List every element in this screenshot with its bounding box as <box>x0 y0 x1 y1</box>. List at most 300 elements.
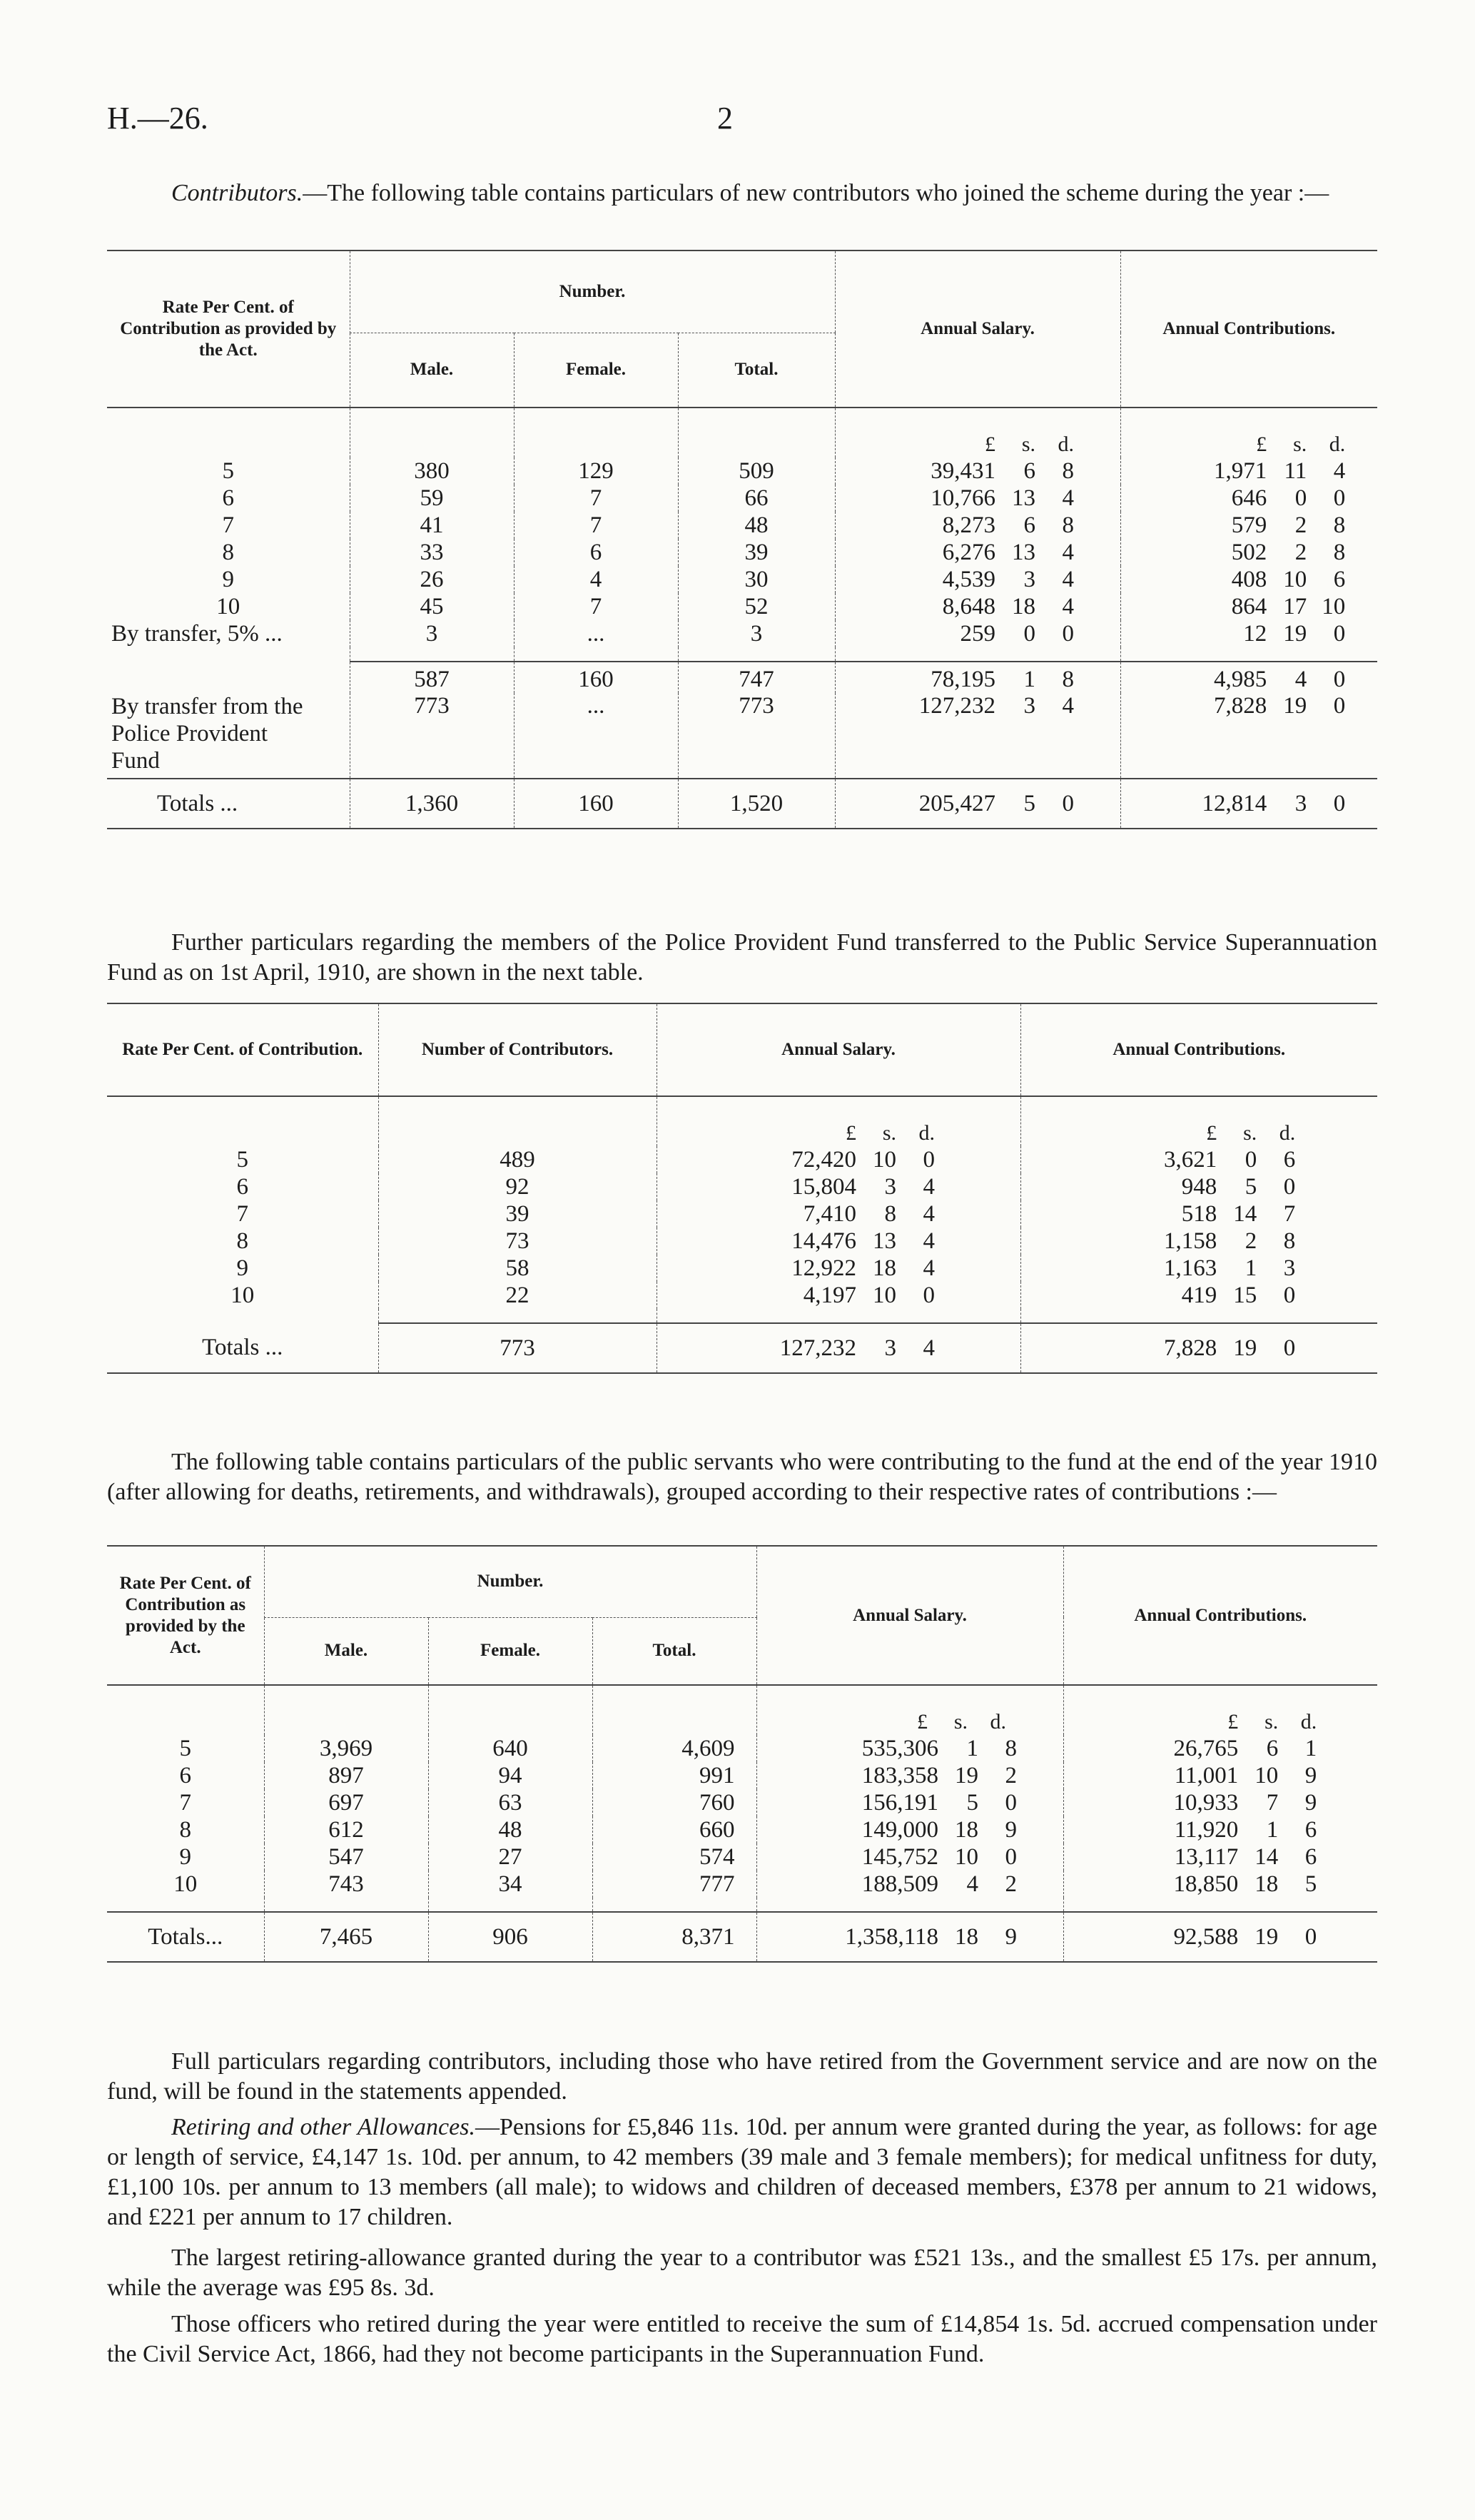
shillings-value: 4 <box>1294 667 1307 692</box>
contribution-amount <box>1103 1282 1295 1309</box>
rate-cell: 10 <box>216 594 240 619</box>
table-row <box>107 1816 1377 1843</box>
contribution-amount <box>1152 567 1345 593</box>
table-row <box>107 457 1377 485</box>
salary-amount <box>881 485 1074 512</box>
spacer-cell <box>678 408 835 457</box>
pence-value: 0 <box>1304 1923 1317 1950</box>
contribution-amount <box>1103 1147 1295 1173</box>
pence-value: 4 <box>923 1228 935 1254</box>
salary-amount <box>742 1147 935 1173</box>
contributions-cell <box>1020 1255 1377 1282</box>
pounds-value: 12 <box>1243 621 1267 647</box>
page-header <box>107 100 1377 150</box>
unit-s: s. <box>1293 432 1307 456</box>
contributions-cell <box>1020 1200 1377 1228</box>
total-cell: 30 <box>678 566 835 593</box>
pounds-value: 579 <box>1231 512 1267 538</box>
salary-amount <box>803 1736 1017 1762</box>
rate-cell: 8 <box>236 1228 248 1254</box>
shillings-value: 2 <box>1294 512 1307 538</box>
pounds-value: 7,828 <box>1164 1335 1217 1361</box>
document-reference: H.—26. <box>107 101 208 136</box>
salary-amount <box>803 1763 1017 1789</box>
pounds-value: 8,648 <box>942 594 995 619</box>
spacer-cell <box>592 1685 756 1735</box>
contribution-amount <box>1152 693 1345 719</box>
pounds-value: 8,273 <box>942 512 995 538</box>
pence-value: 0 <box>923 1147 935 1173</box>
number-cell: 73 <box>378 1228 657 1255</box>
pence-value: 3 <box>1283 1255 1296 1281</box>
male-cell: 3,969 <box>264 1735 428 1762</box>
contribution-amount <box>1124 1844 1317 1871</box>
salary-header: Annual Salary. <box>835 251 1120 408</box>
salary-amount <box>742 1255 935 1282</box>
spacer-cell <box>350 647 514 662</box>
rate-cell: 5 <box>179 1736 191 1761</box>
salary-cell <box>835 662 1120 693</box>
shillings-value: 10 <box>1254 1763 1279 1788</box>
salary-header: Annual Salary. <box>657 1003 1020 1096</box>
salary-cell <box>756 1789 1063 1816</box>
total-cell: 39 <box>678 539 835 566</box>
contributions-cell <box>1063 1871 1377 1898</box>
pence-value: 1 <box>1304 1736 1317 1761</box>
salary-amount <box>742 1174 935 1200</box>
table-row <box>107 1255 1377 1282</box>
shillings-value: 2 <box>1245 1228 1257 1254</box>
shillings-value: 5 <box>966 1790 978 1816</box>
male-cell: 26 <box>350 566 514 593</box>
table-row <box>107 1146 1377 1173</box>
salary-cell <box>835 512 1120 539</box>
male-cell: 3 <box>350 620 514 647</box>
new-contributors-table <box>107 250 1377 829</box>
table-row <box>107 566 1377 593</box>
pounds-value: 14,476 <box>791 1228 856 1254</box>
salary-amount <box>881 512 1074 539</box>
table-row <box>107 1871 1377 1898</box>
unit-s: s. <box>953 1710 968 1734</box>
male-cell: 547 <box>264 1843 428 1871</box>
spacer-cell <box>264 1898 428 1912</box>
pounds-value: 127,232 <box>918 693 995 719</box>
shillings-value: 10 <box>955 1844 978 1870</box>
salary-cell <box>835 620 1120 647</box>
pounds-value: 13,117 <box>1174 1844 1239 1870</box>
male-cell: 587 <box>350 662 514 693</box>
totals-label: Totals ... <box>107 779 350 829</box>
pence-value: 6 <box>1304 1817 1317 1843</box>
contributions-cell <box>1020 1173 1377 1200</box>
contribution-amount <box>1103 1201 1295 1228</box>
rate-cell: 9 <box>222 567 234 592</box>
shillings-value: 1 <box>966 1736 978 1761</box>
salary-cell <box>756 1871 1063 1898</box>
male-cell: 743 <box>264 1871 428 1898</box>
intro-paragraph <box>107 178 1377 208</box>
pounds-value: 4,197 <box>803 1282 856 1308</box>
shillings-value: 18 <box>955 1817 978 1843</box>
spacer-cell <box>428 1685 592 1735</box>
intro-text: —The following table contains particulars of new contributors who joined the scheme during the year :— <box>303 180 1329 206</box>
spacer-cell <box>350 408 514 457</box>
totals-row <box>107 1323 1377 1373</box>
allowances-lead: Retiring and other Allowances. <box>171 2114 475 2140</box>
police-fund-table <box>107 1003 1377 1374</box>
shillings-value: 18 <box>955 1923 978 1950</box>
pounds-value: 10,766 <box>931 485 995 511</box>
pence-value: 4 <box>923 1255 935 1281</box>
salary-cell <box>756 1912 1063 1962</box>
pounds-value: 535,306 <box>861 1736 938 1761</box>
pence-value: 8 <box>1333 512 1346 538</box>
table-row <box>107 1789 1377 1816</box>
pounds-value: 518 <box>1181 1201 1217 1227</box>
table-row <box>107 1735 1377 1762</box>
shillings-value: 3 <box>1294 790 1307 816</box>
salary-cell <box>835 693 1120 779</box>
pounds-value: 183,358 <box>861 1763 938 1788</box>
currency-units-cell <box>1120 408 1377 457</box>
female-header: Female. <box>514 333 678 408</box>
contributions-cell <box>1020 1282 1377 1309</box>
salary-cell <box>835 485 1120 512</box>
contribution-amount <box>1124 1790 1317 1816</box>
pounds-value: 15,804 <box>791 1174 856 1200</box>
female-cell: 906 <box>428 1912 592 1962</box>
pence-value: 0 <box>1005 1844 1017 1870</box>
subtotal-row <box>107 662 1377 693</box>
pence-value: 8 <box>1062 458 1074 484</box>
full-particulars-paragraph: Full particulars regarding contributors, including those who have retired from the Government service and are now on the fund, will be found in the statements appended. <box>107 2048 1377 2105</box>
contributions-cell <box>1063 1762 1377 1789</box>
contributions-cell <box>1120 566 1377 593</box>
contribution-amount <box>1152 512 1345 539</box>
shillings-value: 6 <box>1266 1736 1279 1761</box>
table-row <box>107 485 1377 512</box>
pence-value: 8 <box>1283 1228 1296 1254</box>
salary-cell <box>835 457 1120 485</box>
spacer-cell <box>514 647 678 662</box>
pence-value: 0 <box>1333 667 1346 692</box>
shillings-value: 13 <box>1012 540 1035 565</box>
pounds-value: 6,276 <box>942 540 995 565</box>
currency-units <box>813 1710 1006 1734</box>
contribution-amount <box>1124 1924 1317 1950</box>
male-cell: 897 <box>264 1762 428 1789</box>
unit-d: d. <box>1329 432 1346 456</box>
spacer-cell <box>107 1096 378 1146</box>
contribution-amount <box>1103 1174 1295 1200</box>
shillings-value: 8 <box>884 1201 896 1227</box>
pence-value: 0 <box>1005 1790 1017 1816</box>
salary-cell <box>756 1762 1063 1789</box>
rate-cell: 5 <box>222 458 234 484</box>
total-cell: 991 <box>592 1762 756 1789</box>
number-cell: 39 <box>378 1200 657 1228</box>
male-cell: 59 <box>350 485 514 512</box>
salary-amount <box>881 791 1074 817</box>
pence-value: 9 <box>1005 1817 1017 1843</box>
pence-value: 0 <box>1333 621 1346 647</box>
total-cell: 777 <box>592 1871 756 1898</box>
pence-value: 9 <box>1304 1790 1317 1816</box>
pence-value: 4 <box>1062 485 1074 511</box>
unit-p: £ <box>917 1710 928 1734</box>
shillings-value: 2 <box>1294 540 1307 565</box>
allowances-paragraph <box>107 2112 1377 2232</box>
contribution-amount <box>1124 1736 1317 1762</box>
rate-cell: By transfer, 5% ... <box>111 621 283 647</box>
number-header: Number. <box>350 251 835 333</box>
pence-value: 4 <box>923 1335 935 1361</box>
unit-p: £ <box>846 1121 856 1145</box>
total-cell: 574 <box>592 1843 756 1871</box>
spacer-cell <box>1120 647 1377 662</box>
shillings-value: 1 <box>1023 667 1035 692</box>
pounds-value: 7,828 <box>1214 693 1267 719</box>
spacer-cell <box>1020 1309 1377 1323</box>
total-cell: 48 <box>678 512 835 539</box>
salary-cell <box>657 1282 1020 1309</box>
spacer-cell <box>107 1898 264 1912</box>
total-cell: 66 <box>678 485 835 512</box>
salary-amount <box>881 567 1074 593</box>
shillings-value: 6 <box>1023 512 1035 538</box>
pence-value: 6 <box>1333 567 1346 592</box>
pence-value: 0 <box>1333 485 1346 511</box>
shillings-value: 19 <box>1254 1923 1279 1950</box>
pounds-value: 4,539 <box>942 567 995 592</box>
table-row <box>107 1228 1377 1255</box>
rate-header: Rate Per Cent. of Contribution as provided by the Act. <box>107 251 350 408</box>
number-cell: 773 <box>378 1323 657 1373</box>
salary-cell <box>657 1255 1020 1282</box>
contribution-amount <box>1103 1228 1295 1255</box>
unit-d: d. <box>918 1121 935 1145</box>
salary-amount <box>803 1844 1017 1871</box>
pence-value: 4 <box>923 1201 935 1227</box>
rate-cell: 10 <box>230 1282 255 1308</box>
pence-value: 8 <box>1005 1736 1017 1761</box>
male-cell: 1,360 <box>350 779 514 829</box>
pounds-value: 3,621 <box>1164 1147 1217 1173</box>
salary-amount <box>803 1924 1017 1950</box>
shillings-value: 0 <box>1245 1147 1257 1173</box>
salary-amount <box>803 1871 1017 1898</box>
contributions-cell <box>1120 593 1377 620</box>
contribution-amount <box>1152 485 1345 512</box>
shillings-value: 3 <box>1023 567 1035 592</box>
contribution-amount <box>1103 1335 1295 1362</box>
female-cell: 94 <box>428 1762 592 1789</box>
male-cell: 612 <box>264 1816 428 1843</box>
page-number: 2 <box>717 101 733 136</box>
contributions-cell <box>1120 539 1377 566</box>
spacer-cell <box>264 1685 428 1735</box>
pence-value: 4 <box>1062 540 1074 565</box>
pence-value: 5 <box>1304 1871 1317 1897</box>
currency-units <box>1152 432 1345 457</box>
table-row <box>107 1200 1377 1228</box>
rate-cell: 6 <box>236 1174 248 1200</box>
table-row <box>107 1282 1377 1309</box>
salary-amount <box>742 1201 935 1228</box>
rate-cell: 8 <box>222 540 234 565</box>
totals-row <box>107 1912 1377 1962</box>
unit-d: d. <box>1300 1710 1317 1734</box>
contribution-amount <box>1152 667 1345 693</box>
pounds-value: 502 <box>1231 540 1267 565</box>
total-cell: 4,609 <box>592 1735 756 1762</box>
contributions-cell <box>1120 512 1377 539</box>
female-cell: 48 <box>428 1816 592 1843</box>
number-cell: 92 <box>378 1173 657 1200</box>
current-contributors-paragraph: The following table contains particulars of the public servants who were contributing to the fund at the end of the year 1910 (after allowing for deaths, retirements, and withdrawals), grouped according to their respective rates of contributions :— <box>107 1449 1377 1505</box>
female-cell: ... <box>514 620 678 647</box>
contribution-amount <box>1124 1871 1317 1898</box>
pence-value: 4 <box>1062 567 1074 592</box>
shillings-value: 13 <box>873 1228 896 1254</box>
contributions-cell <box>1120 693 1377 779</box>
spacer-cell <box>428 1898 592 1912</box>
pence-value: 9 <box>1005 1923 1017 1950</box>
pounds-value: 1,971 <box>1214 458 1267 484</box>
male-cell: 45 <box>350 593 514 620</box>
shillings-value: 19 <box>955 1763 978 1788</box>
contributions-header: Annual Contributions. <box>1020 1003 1377 1096</box>
pence-value: 0 <box>1283 1174 1296 1200</box>
female-cell: 34 <box>428 1871 592 1898</box>
shillings-value: 19 <box>1283 621 1307 647</box>
contributions-cell <box>1120 457 1377 485</box>
contribution-amount <box>1152 540 1345 566</box>
salary-amount <box>881 667 1074 693</box>
salary-amount <box>742 1335 935 1362</box>
shillings-value: 3 <box>884 1335 896 1361</box>
spacer-cell <box>514 408 678 457</box>
female-cell: 27 <box>428 1843 592 1871</box>
shillings-value: 0 <box>1023 621 1035 647</box>
shillings-value: 5 <box>1023 790 1035 816</box>
contributions-cell <box>1020 1323 1377 1373</box>
pence-value: 8 <box>1333 540 1346 565</box>
shillings-value: 18 <box>1012 594 1035 619</box>
pence-value: 2 <box>1005 1871 1017 1897</box>
pence-value: 4 <box>1062 594 1074 619</box>
pence-value: 6 <box>1304 1844 1317 1870</box>
current-contributors-table <box>107 1545 1377 1963</box>
spacer-cell <box>592 1898 756 1912</box>
shillings-value: 15 <box>1233 1282 1257 1308</box>
salary-amount <box>881 594 1074 620</box>
female-cell: ... <box>514 693 678 779</box>
allowances-text: —Pensions for £5,846 11s. 10d. per annum were granted during the year, as follows: for age or length of service, £4,147 1s. 10d. per annum, to 42 members (39 male and 3 female members); for medical unfitness for duty, £1,100 10s. per annum to 13 members (all male); to widows and children of deceased members, £378 per annum to 21 widows, and £221 per annum to 17 children. <box>107 2114 1377 2230</box>
male-cell: 773 <box>350 693 514 779</box>
unit-s: s. <box>1264 1710 1279 1734</box>
rate-cell: 6 <box>179 1763 191 1788</box>
number-cell: 58 <box>378 1255 657 1282</box>
pence-value: 0 <box>1283 1282 1296 1308</box>
contribution-amount <box>1103 1255 1295 1282</box>
rate-cell: 7 <box>179 1790 191 1816</box>
male-cell: 33 <box>350 539 514 566</box>
currency-units <box>1103 1121 1295 1145</box>
salary-amount <box>881 621 1074 647</box>
shillings-value: 1 <box>1245 1255 1257 1281</box>
female-cell: 129 <box>514 457 678 485</box>
currency-units-cell <box>657 1096 1020 1146</box>
spacer-cell <box>107 662 350 693</box>
number-header: Number. <box>264 1546 756 1617</box>
shillings-value: 5 <box>1245 1174 1257 1200</box>
totals-row <box>107 779 1377 829</box>
currency-units <box>742 1121 935 1145</box>
currency-units <box>881 432 1074 457</box>
male-cell: 41 <box>350 512 514 539</box>
contributions-cell <box>1063 1912 1377 1962</box>
salary-cell <box>835 593 1120 620</box>
pence-value: 0 <box>1062 790 1074 816</box>
unit-p: £ <box>1256 432 1267 456</box>
rate-cell: 9 <box>236 1255 248 1281</box>
total-cell: 8,371 <box>592 1912 756 1962</box>
pounds-value: 12,922 <box>791 1255 856 1281</box>
salary-cell <box>657 1173 1020 1200</box>
spacer-cell <box>835 647 1120 662</box>
contributions-cell <box>1020 1146 1377 1173</box>
spacer-cell <box>107 647 350 662</box>
table-row <box>107 512 1377 539</box>
pounds-value: 1,163 <box>1164 1255 1217 1281</box>
total-cell: 660 <box>592 1816 756 1843</box>
salary-cell <box>657 1200 1020 1228</box>
contribution-amount <box>1152 621 1345 647</box>
pounds-value: 127,232 <box>779 1335 856 1361</box>
pounds-value: 39,431 <box>931 458 995 484</box>
contribution-amount <box>1124 1763 1317 1789</box>
pounds-value: 145,752 <box>861 1844 938 1870</box>
pounds-value: 948 <box>1181 1174 1217 1200</box>
contributions-cell <box>1063 1735 1377 1762</box>
currency-units-cell <box>835 408 1120 457</box>
police-fund-paragraph: Further particulars regarding the members of the Police Provident Fund transferred to the Public Service Superannuation Fund as on 1st April, 1910, are shown in the next table. <box>107 929 1377 986</box>
police-transfer-label: By transfer from the Police Provident Fund <box>111 694 303 774</box>
total-cell: 747 <box>678 662 835 693</box>
retiring-allowance-paragraph: The largest retiring-allowance granted during the year to a contributor was £521 13s., and the smallest £5 17s. per annum, while the average was £95 8s. 3d. <box>107 2245 1377 2301</box>
salary-amount <box>881 540 1074 566</box>
currency-units-cell <box>756 1685 1063 1735</box>
unit-d: d. <box>1279 1121 1296 1145</box>
contributions-cell <box>1120 620 1377 647</box>
pounds-value: 72,420 <box>791 1147 856 1173</box>
total-cell: 773 <box>678 693 835 779</box>
total-cell: 760 <box>592 1789 756 1816</box>
pounds-value: 156,191 <box>861 1790 938 1816</box>
number-cell: 22 <box>378 1282 657 1309</box>
table-row <box>107 620 1377 647</box>
rate-cell: 7 <box>222 512 234 538</box>
pence-value: 0 <box>1062 621 1074 647</box>
spacer-cell <box>378 1096 657 1146</box>
pence-value: 4 <box>1062 693 1074 719</box>
rate-cell: 5 <box>236 1147 248 1173</box>
contributions-cell <box>1120 662 1377 693</box>
pence-value: 0 <box>1333 790 1346 816</box>
currency-units <box>1124 1710 1317 1734</box>
